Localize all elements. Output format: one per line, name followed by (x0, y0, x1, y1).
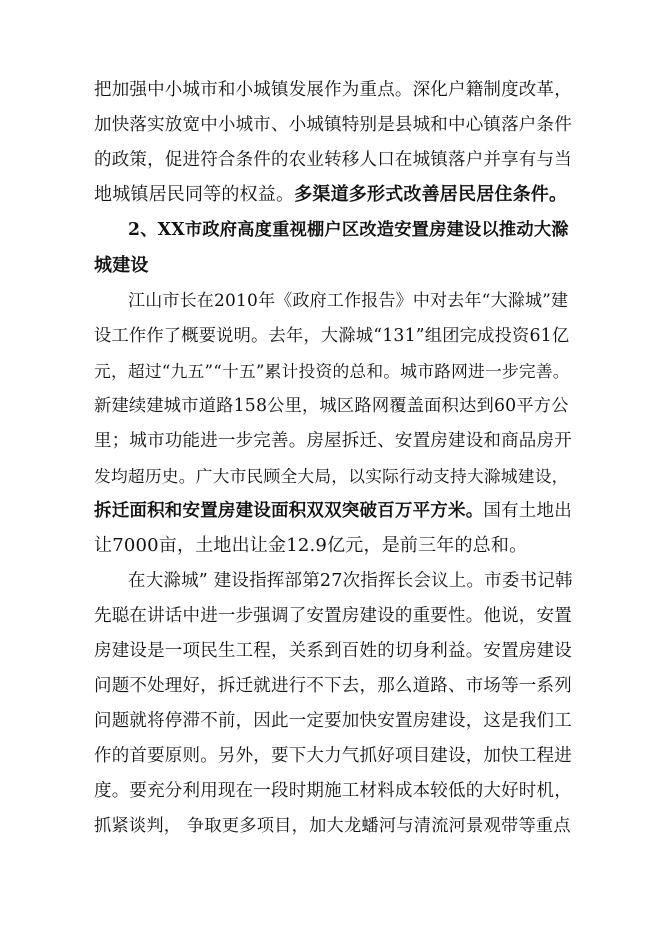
para2-line-6: 发均超历史。广大市民顾全大局，以实际行动支持大滁城建设， (94, 466, 569, 486)
para1-line-1: 把加强中小城市和小城镇发展作为重点。深化户籍制度改革， (94, 80, 572, 100)
para1-line-2: 加快落实放宽中小城市、小城镇特别是县城和中心镇落户条件 (94, 115, 572, 135)
para1-line-3: 的政策，促进符合条件的农业转移人口在城镇落户并享有与当 (94, 150, 572, 170)
para2-bold-sentence: 拆迁面积和安置房建设面积双双突破百万平方米。 (94, 501, 484, 521)
para2-line-5: 里；城市功能进一步完善。房屋拆迁、安置房建设和商品房开 (94, 431, 572, 451)
para3-line-3: 房建设是一项民生工程，关系到百姓的切身利益。安置房建设 (94, 641, 572, 661)
para3-line-8: 抓紧谈判， 争取更多项目，加大龙蟠河与清流河景观带等重点 (94, 816, 571, 836)
para2-line-1: 江山市长在2010年《政府工作报告》中对去年“大滁城”建 (128, 291, 569, 311)
para3-line-4: 问题不处理好，拆迁就进行不下去，那么道路、市场等一系列 (94, 676, 572, 696)
para2-line-7 (94, 499, 574, 523)
para3-line-5: 问题就将停滞不前，因此一定要加快安置房建设，这是我们工 (94, 711, 572, 731)
para2-line-3: 元，超过“九五”“十五”累计投资的总和。城市路网进一步完善。 (94, 361, 570, 381)
para3-line-6: 作的首要原则。另外，要下大力气抓好项目建设，加快工程进 (94, 746, 572, 766)
para1-line-4 (94, 183, 574, 207)
para2-line-8: 让7000亩，土地出让金12.9亿元，是前三年的总和。 (94, 535, 528, 556)
para1-bold-sentence: 多渠道多形式改善居民居住条件。 (294, 184, 568, 205)
section-heading-line-2: 城建设 (94, 255, 149, 276)
para3-line-1: 在大滁城” 建设指挥部第27次指挥长会议上。市委书记韩 (128, 571, 573, 591)
para2-line-4: 新建续建城市道路158公里，城区路网覆盖面积达到60平方公 (94, 396, 569, 416)
para3-line-2: 先聪在讲话中进一步强调了安置房建设的重要性。他说，安置 (94, 606, 572, 626)
para1-line-4-text: 地城镇居民同等的权益。 (94, 184, 295, 205)
para3-line-7: 度。要充分利用现在一段时期施工材料成本较低的大好时机， (94, 781, 572, 801)
section-heading-line-1: 2、XX市政府高度重视棚户区改造安置房建设以推动大滁 (128, 220, 569, 240)
para2-line-7-tail: 国有土地出 (483, 501, 572, 521)
para2-line-2: 设工作作了概要说明。去年，大滁城“131”组团完成投资61亿 (94, 326, 570, 346)
